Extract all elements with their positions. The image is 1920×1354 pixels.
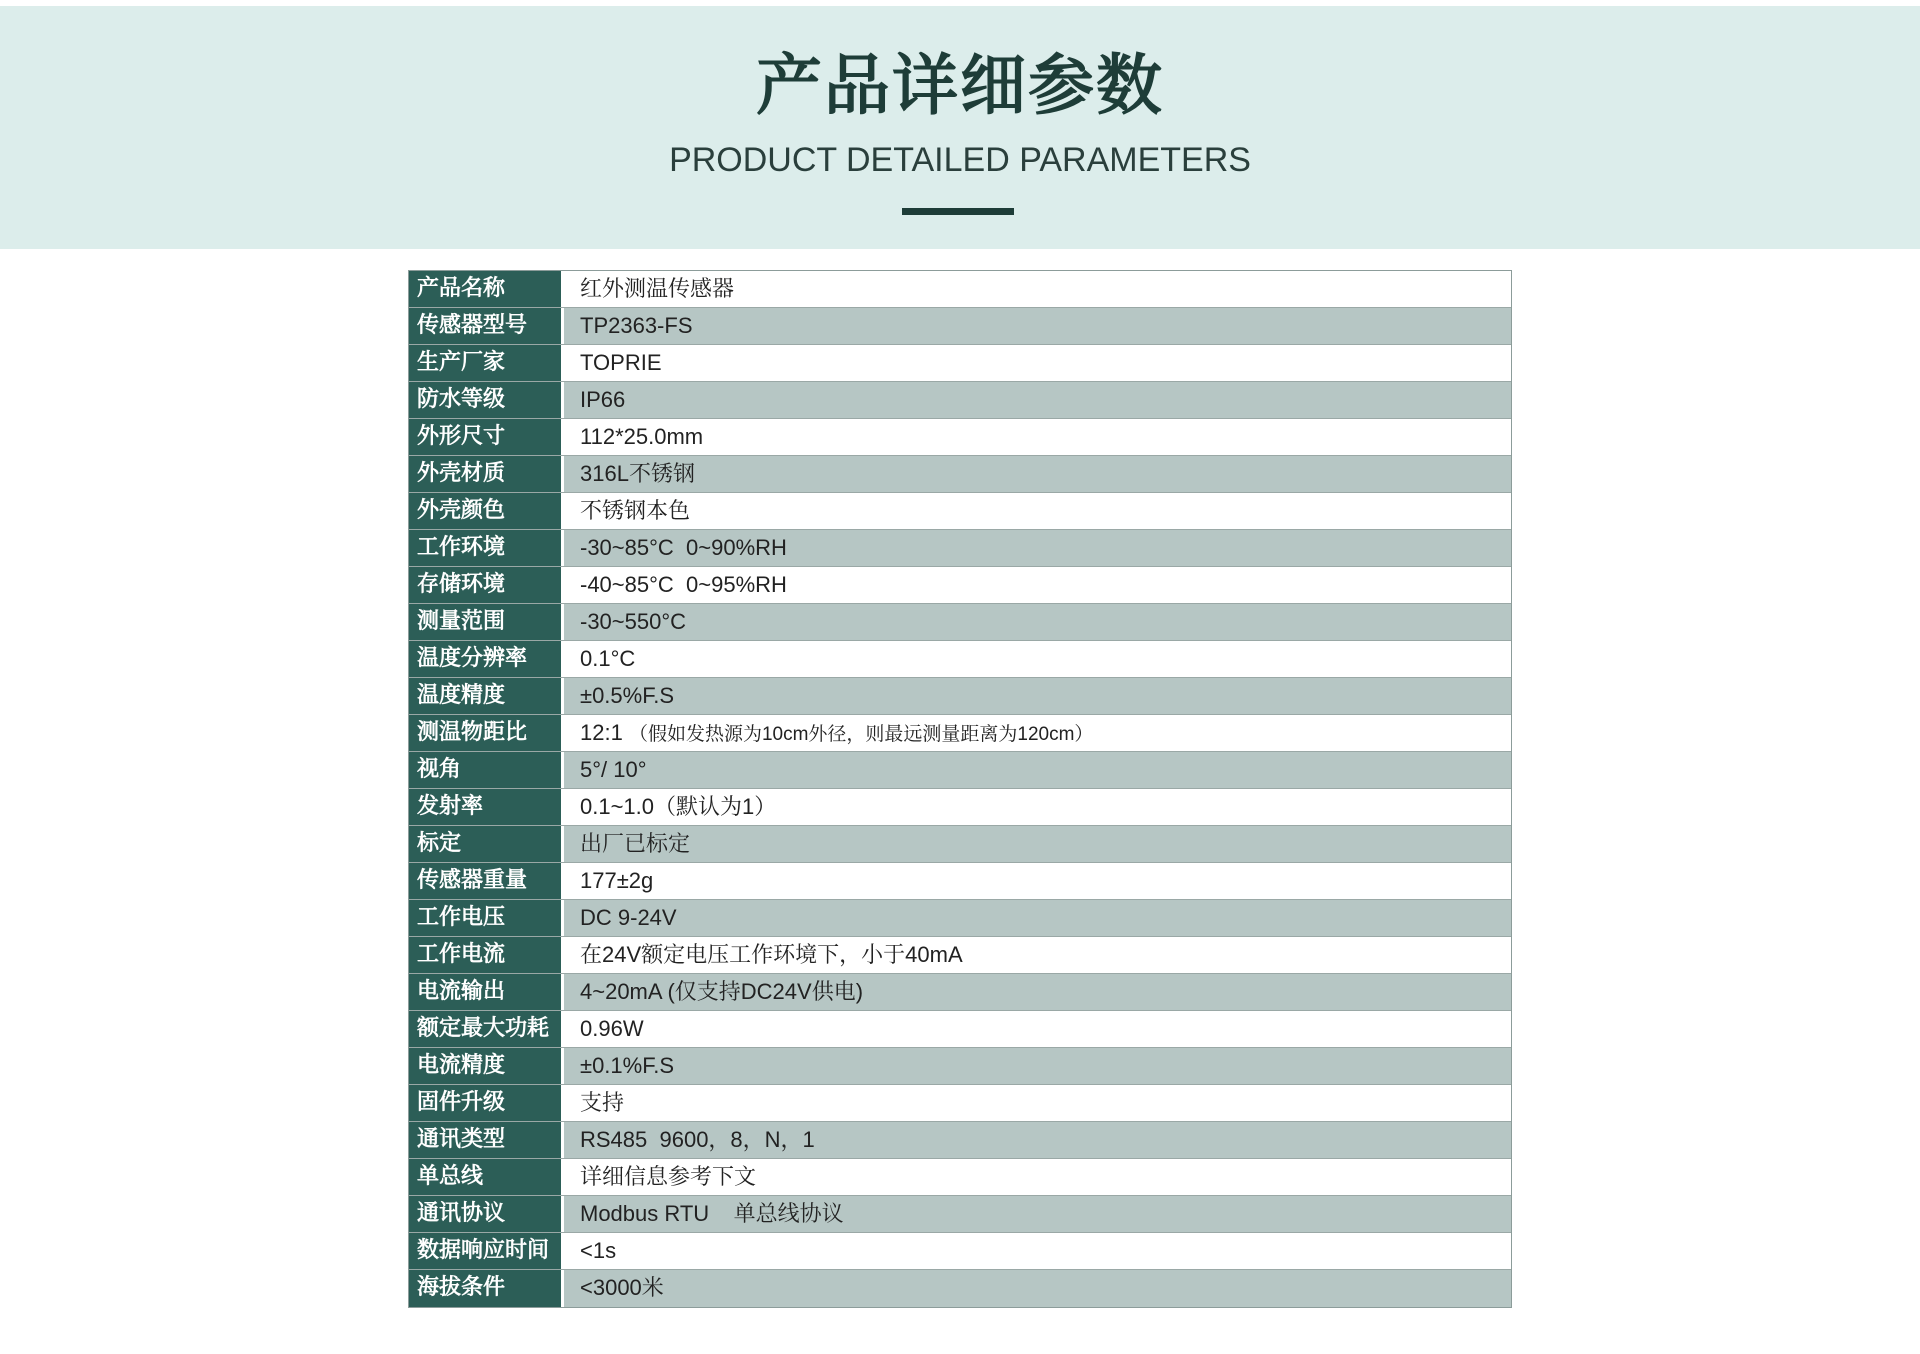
param-value bbox=[564, 271, 1511, 307]
param-value-text: <1s bbox=[580, 1238, 617, 1263]
table-row bbox=[409, 752, 1511, 789]
table-row bbox=[409, 493, 1511, 530]
param-label: 海拔条件 bbox=[409, 1270, 564, 1307]
param-label: 存储环境 bbox=[409, 567, 564, 603]
param-value bbox=[564, 863, 1511, 899]
param-value-text: 支持 bbox=[580, 1090, 625, 1115]
table-row bbox=[409, 715, 1511, 752]
param-label: 测量范围 bbox=[409, 604, 564, 640]
param-label: 产品名称 bbox=[409, 271, 564, 307]
table-row bbox=[409, 826, 1511, 863]
param-value-text: ±0.1%F.S bbox=[580, 1053, 675, 1078]
param-value-text: 出厂已标定 bbox=[580, 831, 691, 856]
table-row bbox=[409, 419, 1511, 456]
param-label: 视角 bbox=[409, 752, 564, 788]
param-value bbox=[564, 678, 1511, 714]
param-label: 传感器重量 bbox=[409, 863, 564, 899]
param-value bbox=[564, 1233, 1511, 1269]
param-value bbox=[564, 826, 1511, 862]
param-label: 外壳颜色 bbox=[409, 493, 564, 529]
param-label: 外形尺寸 bbox=[409, 419, 564, 455]
param-value bbox=[564, 345, 1511, 381]
param-value bbox=[564, 1122, 1511, 1158]
param-value bbox=[564, 1159, 1511, 1195]
param-label: 电流精度 bbox=[409, 1048, 564, 1084]
param-label: 固件升级 bbox=[409, 1085, 564, 1121]
table-row bbox=[409, 1011, 1511, 1048]
param-value-text: <3000米 bbox=[580, 1275, 664, 1300]
table-row bbox=[409, 641, 1511, 678]
param-value-text: 5°/ 10° bbox=[580, 757, 647, 782]
param-value bbox=[564, 1270, 1511, 1307]
table-row bbox=[409, 1122, 1511, 1159]
param-value bbox=[564, 900, 1511, 936]
param-value-text: -30~550°C bbox=[580, 609, 687, 634]
param-label: 防水等级 bbox=[409, 382, 564, 418]
param-value-text: RS485 9600，8，N，1 bbox=[580, 1127, 815, 1152]
table-row bbox=[409, 345, 1511, 382]
header-banner bbox=[0, 6, 1920, 249]
param-label: 温度精度 bbox=[409, 678, 564, 714]
param-value-text: Modbus RTU 单总线协议 bbox=[580, 1201, 844, 1226]
param-label: 外壳材质 bbox=[409, 456, 564, 492]
param-value bbox=[564, 789, 1511, 825]
param-value-text: 在24V额定电压工作环境下，小于40mA bbox=[580, 942, 963, 967]
param-value bbox=[564, 493, 1511, 529]
param-value bbox=[564, 604, 1511, 640]
table-row bbox=[409, 1270, 1511, 1307]
table-row bbox=[409, 271, 1511, 308]
table-row bbox=[409, 1196, 1511, 1233]
param-label: 单总线 bbox=[409, 1159, 564, 1195]
table-row bbox=[409, 567, 1511, 604]
param-value-text: 详细信息参考下文 bbox=[580, 1164, 757, 1189]
param-label: 电流输出 bbox=[409, 974, 564, 1010]
param-value-text: 0.1°C bbox=[580, 646, 636, 671]
page-subtitle: PRODUCT DETAILED PARAMETERS bbox=[669, 141, 1251, 179]
param-value bbox=[564, 752, 1511, 788]
param-value-text: 316L不锈钢 bbox=[580, 461, 695, 486]
table-row bbox=[409, 382, 1511, 419]
param-value-text: 177±2g bbox=[580, 868, 654, 893]
title-divider bbox=[902, 208, 1014, 215]
page-title: 产品详细参数 bbox=[756, 47, 1164, 124]
param-value-text: 12:1 bbox=[580, 720, 629, 745]
param-label: 额定最大功耗 bbox=[409, 1011, 564, 1047]
param-value bbox=[564, 382, 1511, 418]
param-label: 传感器型号 bbox=[409, 308, 564, 344]
table-row bbox=[409, 1085, 1511, 1122]
param-label: 工作电压 bbox=[409, 900, 564, 936]
param-label: 温度分辨率 bbox=[409, 641, 564, 677]
param-label: 标定 bbox=[409, 826, 564, 862]
param-value bbox=[564, 715, 1511, 751]
table-row bbox=[409, 900, 1511, 937]
table-row bbox=[409, 789, 1511, 826]
table-row bbox=[409, 937, 1511, 974]
table-row bbox=[409, 678, 1511, 715]
param-label: 通讯类型 bbox=[409, 1122, 564, 1158]
param-value-text: TP2363-FS bbox=[580, 313, 693, 338]
param-value bbox=[564, 1085, 1511, 1121]
param-value bbox=[564, 308, 1511, 344]
table-row bbox=[409, 456, 1511, 493]
param-value-text: 红外测温传感器 bbox=[580, 276, 735, 301]
table-row bbox=[409, 1048, 1511, 1085]
param-label: 通讯协议 bbox=[409, 1196, 564, 1232]
param-value bbox=[564, 530, 1511, 566]
parameter-table bbox=[408, 270, 1512, 1308]
table-row bbox=[409, 530, 1511, 567]
param-value-text: IP66 bbox=[580, 387, 626, 412]
param-value bbox=[564, 1196, 1511, 1232]
table-row bbox=[409, 308, 1511, 345]
param-value-text: 0.1~1.0（默认为1） bbox=[580, 794, 777, 819]
param-label: 工作环境 bbox=[409, 530, 564, 566]
param-value-text: ±0.5%F.S bbox=[580, 683, 675, 708]
param-label: 发射率 bbox=[409, 789, 564, 825]
param-value bbox=[564, 419, 1511, 455]
param-value-text: 4~20mA (仅支持DC24V供电) bbox=[580, 979, 864, 1004]
param-value bbox=[564, 456, 1511, 492]
param-label: 数据响应时间 bbox=[409, 1233, 564, 1269]
param-value-text: DC 9-24V bbox=[580, 905, 677, 930]
param-value bbox=[564, 1048, 1511, 1084]
table-row bbox=[409, 1233, 1511, 1270]
param-value-text: 不锈钢本色 bbox=[580, 498, 691, 523]
table-row bbox=[409, 604, 1511, 641]
param-value-text: -40~85°C 0~95%RH bbox=[580, 572, 787, 597]
param-label: 工作电流 bbox=[409, 937, 564, 973]
param-value-text: -30~85°C 0~90%RH bbox=[580, 535, 787, 560]
param-value bbox=[564, 641, 1511, 677]
table-row bbox=[409, 863, 1511, 900]
param-value bbox=[564, 937, 1511, 973]
table-row bbox=[409, 974, 1511, 1011]
param-label: 生产厂家 bbox=[409, 345, 564, 381]
param-value bbox=[564, 974, 1511, 1010]
param-value bbox=[564, 1011, 1511, 1047]
param-value-note: （假如发热源为10cm外径，则最远测量距离为120cm） bbox=[628, 724, 1094, 745]
param-value-text: TOPRIE bbox=[580, 350, 662, 375]
param-label: 测温物距比 bbox=[409, 715, 564, 751]
table-row bbox=[409, 1159, 1511, 1196]
param-value-text: 112*25.0mm bbox=[580, 424, 704, 449]
param-value-text: 0.96W bbox=[580, 1016, 644, 1041]
param-value bbox=[564, 567, 1511, 603]
